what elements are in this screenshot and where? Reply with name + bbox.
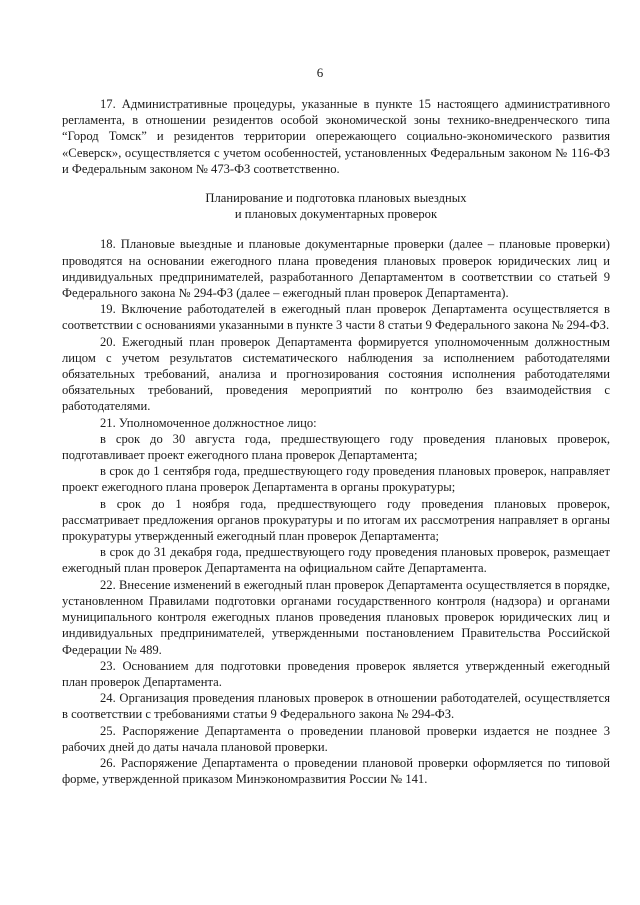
- paragraph-21-item-1: в срок до 30 августа года, предшествующего году проведения плановых проверок, подготавливает проект ежегодного плана проверок Департамента;: [62, 431, 610, 463]
- page-number: 6: [316, 65, 324, 80]
- paragraph-23: 23. Основанием для подготовки проведения проверок является утвержденный ежегодный план проверок Департамента.: [62, 658, 610, 689]
- paragraph-22: 22. Внесение изменений в ежегодный план проверок Департамента осуществляется в порядке, установленном Правилами подготовки органами государственного контроля (надзора) и органами муниципального контроля ежегодных планов проведения плановых проверок юридических лиц и индивидуальных предпринимателей, утвержденными постановлением Правительства Российской Федерации № 489.: [62, 577, 610, 657]
- paragraph-26: 26. Распоряжение Департамента о проведении плановой проверки оформляется по типовой форме, утвержденной приказом Минэкономразвития России № 141.: [62, 755, 610, 787]
- section-title-line-1: Планирование и подготовка плановых выездных: [205, 191, 467, 206]
- paragraph-21-item-4: в срок до 31 декабря года, предшествующего году проведения плановых проверок, размещает ежегодный план проверок Департамента на официальном сайте Департамента.: [62, 545, 610, 576]
- section-title: [62, 190, 610, 222]
- paragraph-25: 25. Распоряжение Департамента о проведении плановой проверки издается не позднее 3 рабочих дней до даты начала плановой проверки.: [62, 723, 610, 754]
- paragraph-21-item-2: в срок до 1 сентября года, предшествующего году проведения плановых проверок, направляет проект ежегодного плана проверок Департамента в органы прокуратуры;: [62, 464, 610, 495]
- paragraph-18: 18. Плановые выездные и плановые документарные проверки (далее – плановые проверки) проводятся на основании ежегодного плана проведения плановых проверок юридических лиц и индивидуальных предпринимателей, разработанного Департаментом в соответствии со статьей 9 Федерального закона № 294-ФЗ (далее – ежегодный план проверок Департамента).: [62, 237, 610, 301]
- paragraph-24: 24. Организация проведения плановых проверок в отношении работодателей, осуществляется в соответствии с требованиями статьи 9 Федерального закона № 294-ФЗ.: [62, 691, 610, 722]
- paragraph-19: 19. Включение работодателей в ежегодный план проверок Департамента осуществляется в соответствии с основаниями указанными в пункте 3 части 8 статьи 9 Федерального закона № 294-ФЗ.: [62, 302, 610, 333]
- paragraph-21: 21. Уполномоченное должностное лицо:: [100, 415, 317, 430]
- paragraph-21-item-3: в срок до 1 ноября года, предшествующего году проведения плановых проверок, рассматривает предложения органов прокуратуры и по итогам их рассмотрения направляет в органы прокуратуры утвержденный ежегодный план проверок Департамента;: [62, 496, 610, 544]
- section-title-line-2: и плановых документарных проверок: [234, 207, 438, 222]
- document-body: [62, 96, 610, 787]
- paragraph-20: 20. Ежегодный план проверок Департамента формируется уполномоченным должностным лицом с учетом результатов систематического наблюдения за исполнением работодателями обязательных требований, анализа и прогнозирования состояния исполнения работодателями обязательных требований, проведения мероприятий по контролю без взаимодействия с работодателями.: [62, 334, 610, 414]
- paragraph-17: 17. Административные процедуры, указанные в пункте 15 настоящего административного регламента, в отношении резидентов особой экономической зоны технико-внедренческого типа “Город Томск” и резидентов территории опережающего социально-экономического развития «Северск», осуществляется с учетом особенностей, установленных Федеральным законом № 116-ФЗ и Федеральным законом № 473-ФЗ соответственно.: [62, 97, 610, 176]
